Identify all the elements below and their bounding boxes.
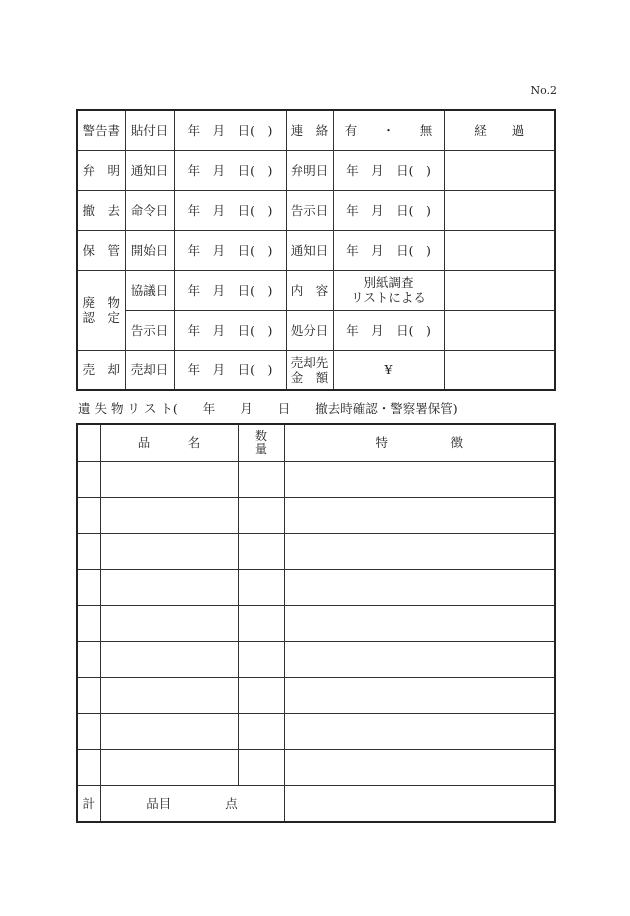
amount-field[interactable]: ¥ (333, 350, 444, 390)
table-row (77, 533, 555, 569)
progress-header: 経 過 (444, 110, 555, 150)
category-cell: 売 却 (77, 350, 125, 390)
date-label: 協議日 (125, 270, 174, 310)
category-cell: 弁 明 (77, 150, 125, 190)
progress-note-cell[interactable] (444, 270, 555, 310)
progress-note-cell[interactable] (444, 310, 555, 350)
features-field[interactable] (284, 749, 555, 785)
progress-note-cell[interactable] (444, 190, 555, 230)
secondary-label: 告示日 (286, 190, 333, 230)
secondary-date-field[interactable]: 年 月 日( ) (333, 230, 444, 270)
date-value-field[interactable]: 年 月 日( ) (174, 190, 286, 230)
date-value-field[interactable]: 年 月 日( ) (174, 150, 286, 190)
row-index-cell (77, 641, 100, 677)
quantity-field[interactable] (238, 569, 284, 605)
disposal-category-line-2: 認 定 (82, 310, 120, 325)
quantity-field[interactable] (238, 641, 284, 677)
date-label: 貼付日 (125, 110, 174, 150)
features-field[interactable] (284, 497, 555, 533)
item-name-field[interactable] (100, 533, 238, 569)
quantity-header (238, 424, 284, 461)
quantity-field[interactable] (238, 605, 284, 641)
features-field[interactable] (284, 569, 555, 605)
category-cell: 警告書 (77, 110, 125, 150)
quantity-header-line-2: 量 (254, 441, 267, 456)
date-value-field[interactable]: 年 月 日( ) (174, 310, 286, 350)
index-header (77, 424, 100, 461)
table-row (77, 713, 555, 749)
quantity-field[interactable] (238, 533, 284, 569)
buyer-amount-label-cell (286, 350, 333, 390)
progress-note-cell[interactable] (444, 150, 555, 190)
content-label: 内 容 (286, 270, 333, 310)
quantity-field[interactable] (238, 497, 284, 533)
date-label: 開始日 (125, 230, 174, 270)
explanation-row (77, 150, 555, 190)
features-header: 特 徴 (284, 424, 555, 461)
item-name-field[interactable] (100, 497, 238, 533)
quantity-field[interactable] (238, 461, 284, 497)
item-name-field[interactable] (100, 749, 238, 785)
item-name-field[interactable] (100, 461, 238, 497)
secondary-date-field[interactable]: 年 月 日( ) (333, 310, 444, 350)
disposal-category-line-1: 廃 物 (82, 295, 120, 310)
date-label: 命令日 (125, 190, 174, 230)
buyer-label: 売却先 (290, 354, 329, 370)
row-index-cell (77, 713, 100, 749)
status-record-table (76, 109, 556, 391)
features-field[interactable] (284, 533, 555, 569)
content-value-cell (333, 270, 444, 310)
disposal-category-cell (77, 270, 125, 350)
quantity-field[interactable] (238, 677, 284, 713)
table-row (77, 569, 555, 605)
count-suffix: 点 (225, 795, 238, 811)
date-label: 売却日 (125, 350, 174, 390)
item-name-header: 品 名 (100, 424, 238, 461)
secondary-date-field[interactable]: 年 月 日( ) (333, 190, 444, 230)
features-field[interactable] (284, 677, 555, 713)
table-row (77, 461, 555, 497)
secondary-label: 処分日 (286, 310, 333, 350)
date-value-field[interactable]: 年 月 日( ) (174, 350, 286, 390)
table-row (77, 641, 555, 677)
date-value-field[interactable]: 年 月 日( ) (174, 230, 286, 270)
item-name-field[interactable] (100, 605, 238, 641)
row-index-cell (77, 749, 100, 785)
item-name-field[interactable] (100, 641, 238, 677)
secondary-label: 弁明日 (286, 150, 333, 190)
footer-blank-cell (284, 785, 555, 822)
row-index-cell (77, 497, 100, 533)
list-footer-row (77, 785, 555, 822)
date-label: 通知日 (125, 150, 174, 190)
item-name-field[interactable] (100, 677, 238, 713)
removal-row (77, 190, 555, 230)
features-field[interactable] (284, 605, 555, 641)
date-value-field[interactable]: 年 月 日( ) (174, 110, 286, 150)
secondary-label: 通知日 (286, 230, 333, 270)
amount-label: 金 額 (290, 369, 329, 385)
item-name-field[interactable] (100, 569, 238, 605)
features-field[interactable] (284, 641, 555, 677)
date-label: 告示日 (125, 310, 174, 350)
sale-row (77, 350, 555, 390)
category-cell: 撤 去 (77, 190, 125, 230)
disposal-row-1 (77, 270, 555, 310)
total-label: 計 (77, 785, 100, 822)
content-line-2: リストによる (351, 290, 426, 305)
table-row (77, 749, 555, 785)
row-index-cell (77, 605, 100, 641)
category-cell: 保 管 (77, 230, 125, 270)
item-name-field[interactable] (100, 713, 238, 749)
quantity-header-line-1: 数 (254, 429, 267, 444)
list-header-row (77, 424, 555, 461)
storage-row (77, 230, 555, 270)
contact-yes-no-field[interactable]: 有 ・ 無 (333, 110, 444, 150)
row-index-cell (77, 533, 100, 569)
features-field[interactable] (284, 713, 555, 749)
lost-items-table (76, 423, 556, 823)
table-row (77, 605, 555, 641)
quantity-field[interactable] (238, 749, 284, 785)
lost-items-list-title: 遺 失 物 リ ス ト( 年 月 日 撤去時確認・警察署保管) (78, 401, 458, 416)
quantity-field[interactable] (238, 713, 284, 749)
features-field[interactable] (284, 461, 555, 497)
items-label: 品目 (146, 795, 172, 811)
progress-note-cell[interactable] (444, 350, 555, 390)
row-index-cell (77, 677, 100, 713)
row-index-cell (77, 569, 100, 605)
secondary-date-field[interactable]: 年 月 日( ) (333, 150, 444, 190)
document-number: No.2 (530, 84, 557, 97)
warning-row (77, 110, 555, 150)
table-row (77, 677, 555, 713)
contact-label: 連 絡 (286, 110, 333, 150)
content-line-1: 別紙調査 (363, 275, 414, 290)
date-value-field[interactable]: 年 月 日( ) (174, 270, 286, 310)
progress-note-cell[interactable] (444, 230, 555, 270)
row-index-cell (77, 461, 100, 497)
table-row (77, 497, 555, 533)
disposal-row-2 (77, 310, 555, 350)
item-count-cell (100, 785, 284, 822)
